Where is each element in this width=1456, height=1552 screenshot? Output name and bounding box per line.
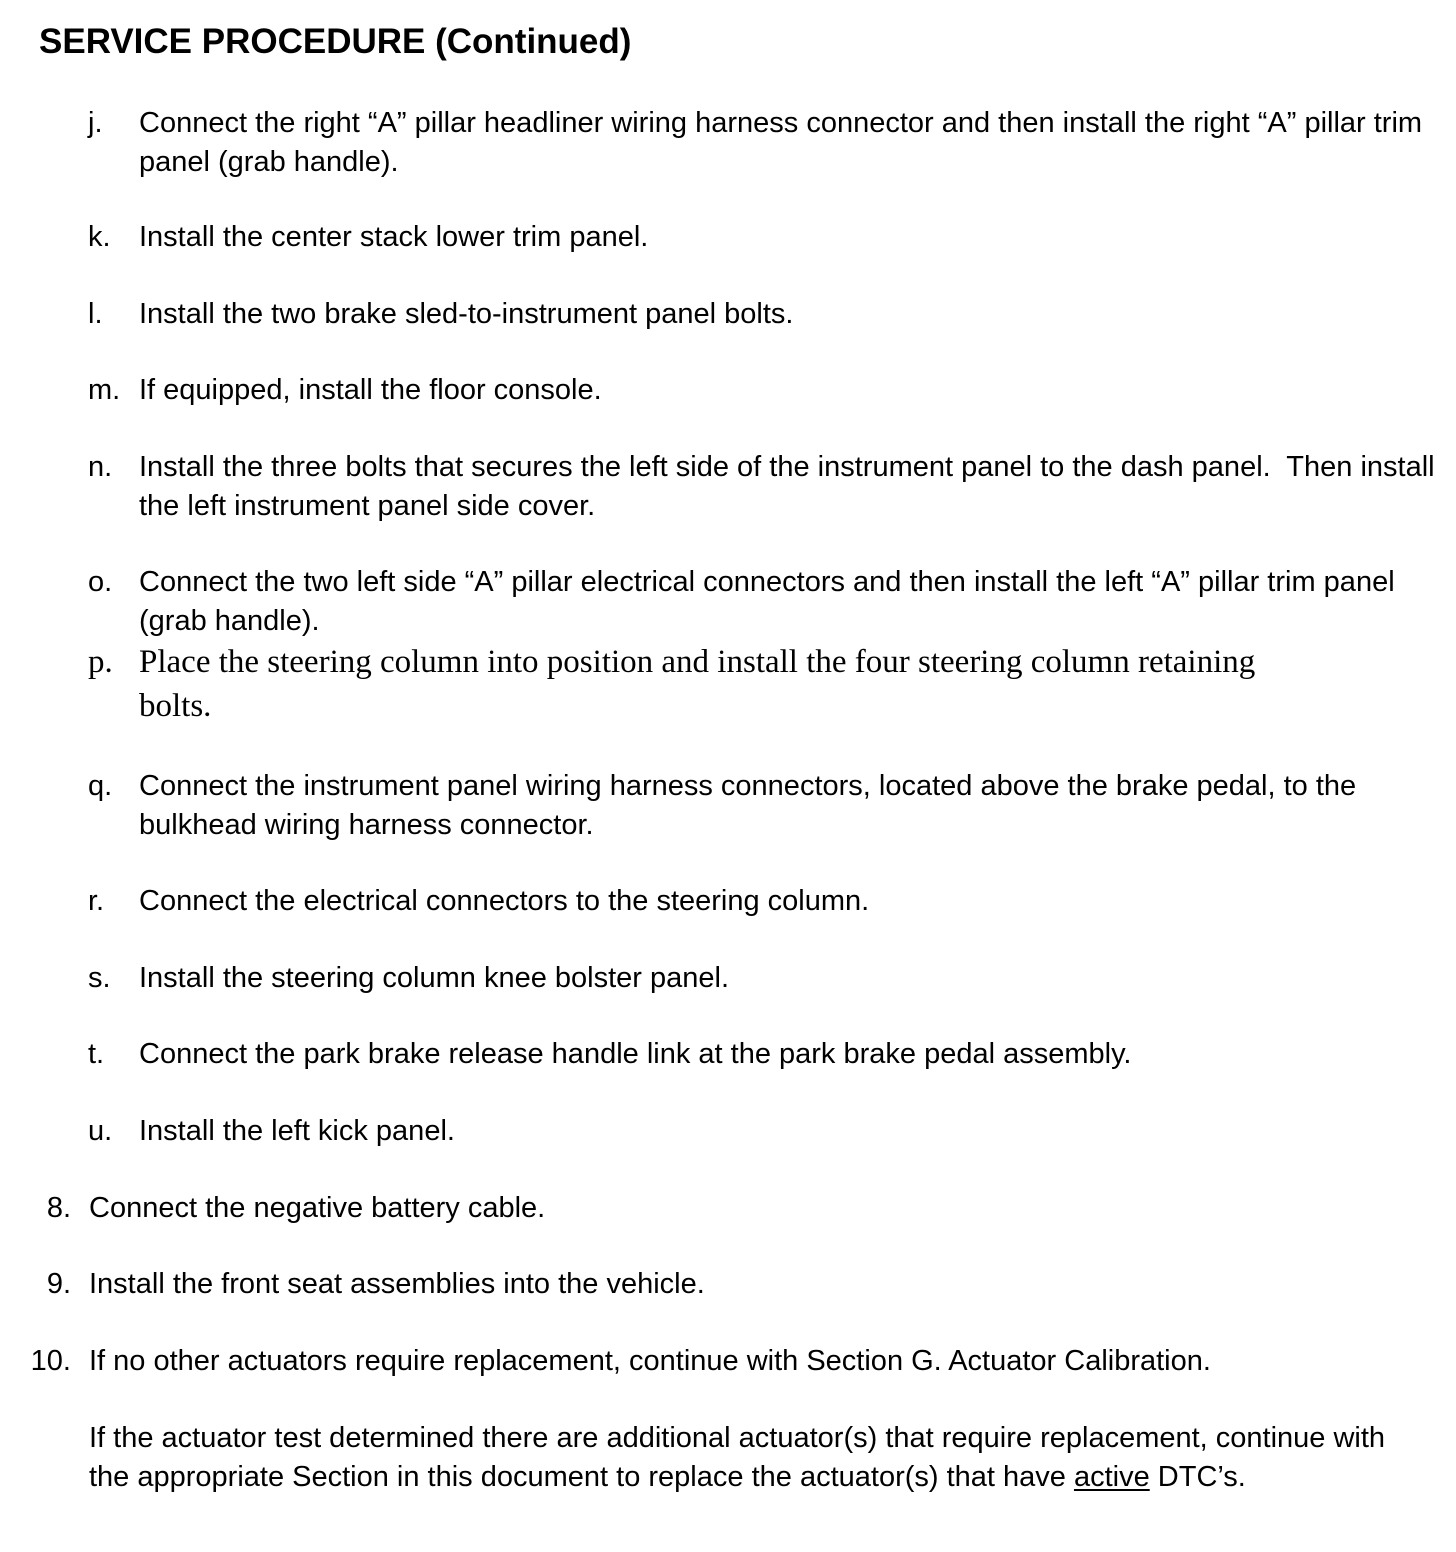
sub-step-text: Connect the two left side “A” pillar electrical connectors and then install the left “A” pillar trim panel (grab handle). bbox=[139, 566, 1395, 637]
sub-step-marker: o. bbox=[88, 566, 113, 598]
sub-step-text: Connect the park brake release handle link at the park brake pedal assembly. bbox=[139, 1038, 1132, 1070]
sub-step-text: Connect the instrument panel wiring harness connectors, located above the brake pedal, to the bulkhead wiring harness connector. bbox=[139, 770, 1357, 841]
sub-step-marker: s. bbox=[88, 962, 111, 994]
sub-step-marker: t. bbox=[88, 1038, 105, 1070]
sub-step-text: Connect the electrical connectors to the steering column. bbox=[139, 885, 870, 917]
sub-step-marker: l. bbox=[88, 298, 103, 330]
sub-step-marker: n. bbox=[88, 451, 113, 483]
sub-step-text: Install the center stack lower trim panel. bbox=[139, 221, 649, 253]
additional-actuators-note bbox=[89, 1419, 1426, 1496]
note-text: If the actuator test determined there are additional actuator(s) that require replacement, continue with the appropriate Section in this document to replace the actuator(s) that have bbox=[89, 1422, 1386, 1493]
sub-step-text: If equipped, install the floor console. bbox=[139, 374, 602, 406]
sub-step-text: Install the two brake sled-to-instrument panel bolts. bbox=[139, 298, 794, 330]
sub-step-marker: u. bbox=[88, 1115, 113, 1147]
sub-step-marker: m. bbox=[88, 374, 121, 406]
page-title: SERVICE PROCEDURE (Continued) bbox=[39, 22, 632, 61]
step-marker: 9. bbox=[46, 1268, 71, 1300]
step-text: If no other actuators require replacement, continue with Section G. Actuator Calibration. bbox=[89, 1345, 1211, 1377]
sub-step-text: Place the steering column into position and install the four steering column retaining bolts. bbox=[139, 644, 1256, 724]
step-text: Install the front seat assemblies into the vehicle. bbox=[89, 1268, 705, 1300]
sub-step-text: Install the left kick panel. bbox=[139, 1115, 455, 1147]
sub-step-text: Connect the right “A” pillar headliner wiring harness connector and then install the right “A” pillar trim panel (grab handle). bbox=[139, 107, 1423, 178]
sub-step-text: Install the steering column knee bolster panel. bbox=[139, 962, 730, 994]
sub-step-marker: q. bbox=[88, 770, 113, 802]
sub-step-marker: p. bbox=[88, 644, 113, 680]
step-marker: 8. bbox=[46, 1192, 71, 1224]
step-text: Connect the negative battery cable. bbox=[89, 1192, 546, 1224]
step-marker: 10. bbox=[30, 1345, 71, 1377]
note-text-end: DTC’s. bbox=[1149, 1460, 1246, 1493]
sub-step-marker: j. bbox=[88, 107, 103, 139]
note-emphasis: active bbox=[1073, 1460, 1150, 1493]
sub-step-marker: r. bbox=[88, 885, 105, 917]
sub-step-text: Install the three bolts that secures the left side of the instrument panel to the dash panel. Then install the left instrument panel side cover. bbox=[139, 451, 1435, 522]
sub-step-marker: k. bbox=[88, 221, 111, 253]
